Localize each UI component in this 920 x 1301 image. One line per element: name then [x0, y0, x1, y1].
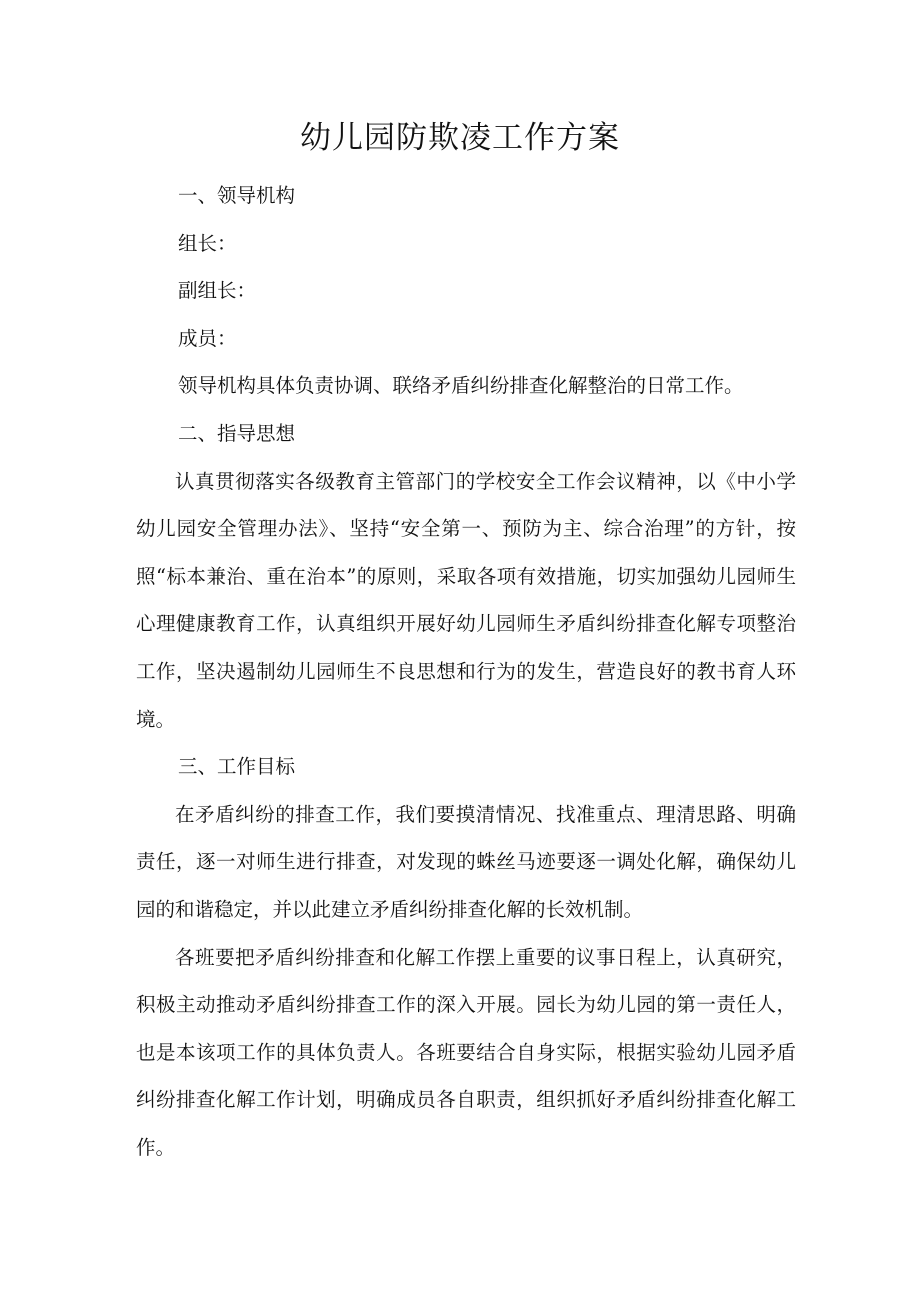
section-1-description: 领导机构具体负责协调、联络矛盾纠纷排查化解整治的日常工作。 — [178, 374, 744, 398]
section-1-heading: 一、领导机构 — [178, 184, 296, 207]
section-3-paragraph-2: 各班要把矛盾纠纷排查和化解工作摆上重要的议事日程上，认真研究，积极主动推动矛盾纠纷排查工作的深入开展。园长为幼儿园的第一责任人，也是本该项工作的具体负责人。各班要结合自身实际，根据实验幼儿园矛盾纠纷排查化解工作计划，明确成员各自职责，组织抓好矛盾纠纷排查化解工作。 — [136, 945, 796, 1159]
document-body — [136, 172, 796, 1171]
document-title: 幼儿园防欺凌工作方案 — [300, 120, 620, 156]
section-2-paragraph: 认真贯彻落实各级教育主管部门的学校安全工作会议精神，以《中小学幼儿园安全管理办法》、坚持“安全第一、预防为主、综合治理”的方针，按照“标本兼治、重在治本”的原则，采取各项有效措施，切实加强幼儿园师生心理健康教育工作，认真组织开展好幼儿园师生矛盾纠纷排查化解专项整治工作，坚决遏制幼儿园师生不良思想和行为的发生，营造良好的教书育人环境。 — [136, 469, 796, 731]
section-3-heading: 三、工作目标 — [178, 755, 296, 779]
members-label: 成员： — [178, 326, 237, 350]
section-2-heading: 二、指导思想 — [178, 421, 296, 445]
leader-label: 组长： — [178, 231, 237, 255]
section-3-paragraph-1: 在矛盾纠纷的排查工作，我们要摸清情况、找准重点、理清思路、明确责任，逐一对师生进行排查，对发现的蛛丝马迹要逐一调处化解，确保幼儿园的和谐稳定，并以此建立矛盾纠纷排查化解的长效机制。 — [136, 802, 796, 921]
deputy-leader-label: 副组长： — [178, 279, 257, 303]
